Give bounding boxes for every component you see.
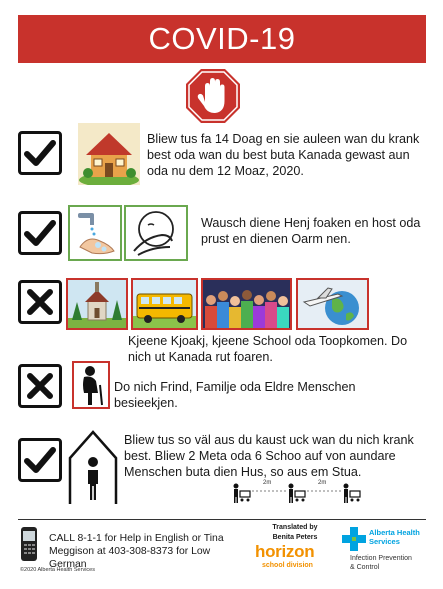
x-mark-box	[18, 280, 62, 324]
church-icon	[66, 278, 128, 330]
translated-by-label: Translated by	[272, 524, 318, 531]
checkmark-box	[18, 438, 62, 482]
shopping-distance-icon	[230, 480, 364, 503]
ahs-logo-icon	[342, 527, 366, 551]
x-mark-box	[18, 364, 62, 408]
airplane-globe-icon	[296, 278, 369, 330]
horizon-logo: horizon	[255, 542, 315, 561]
ahs-name-line1: Alberta Health	[369, 528, 420, 537]
crowd-icon	[201, 278, 292, 330]
ahs-dept-line1: Infection Prevention	[350, 555, 412, 562]
footer-divider	[18, 519, 426, 520]
ahs-dept-line2: & Control	[350, 564, 380, 571]
title-banner	[18, 15, 426, 63]
person-at-home-icon	[66, 428, 120, 506]
row-5-text: Bliew tus so väl aus du kaust uck wan du nich krank best. Bliew 2 Meta oda 6 Schoo auf von aundare Menschen buta dien Hus, so aus em Stua.	[124, 433, 414, 479]
translator-name: Benita Peters	[272, 534, 318, 541]
checkmark-box	[18, 211, 62, 255]
page-title: COVID-19	[148, 21, 296, 56]
handwashing-icon	[68, 205, 122, 261]
row-2-text: Wausch diene Henj foaken en host oda prust en dienen Oarm nen.	[201, 216, 421, 246]
elderly-person-icon	[72, 361, 110, 409]
help-line-text: CALL 8-1-1 for Help in English or Tina Meggison at 403-308-8373 for Low German	[49, 533, 224, 570]
row-3-text: Kjeene Kjoakj, kjeene School oda Toopkomen. Do nich ut Kanada rut foaren.	[128, 334, 408, 364]
row-1-text: Bliew tus fa 14 Doag en sie auleen wan du krank best oda wan du best buta Kanada gewast aun oda nu dem 12 Moaz, 2020.	[147, 132, 420, 178]
distance-label: 2m	[318, 480, 327, 486]
house-icon	[78, 123, 140, 185]
distance-label: 2m	[263, 480, 272, 486]
cough-into-elbow-icon	[124, 205, 188, 261]
horizon-tagline: school division	[262, 562, 313, 569]
ahs-name-line2: Services	[369, 537, 400, 546]
phone-icon	[18, 525, 40, 563]
copyright-text: ©2020 Alberta Health Services	[20, 567, 95, 573]
school-bus-icon	[131, 278, 198, 330]
checkmark-box	[18, 131, 62, 175]
stop-hand-icon	[185, 68, 241, 124]
row-4-text: Do nich Frind, Familje oda Eldre Menschen besieekjen.	[114, 380, 356, 410]
